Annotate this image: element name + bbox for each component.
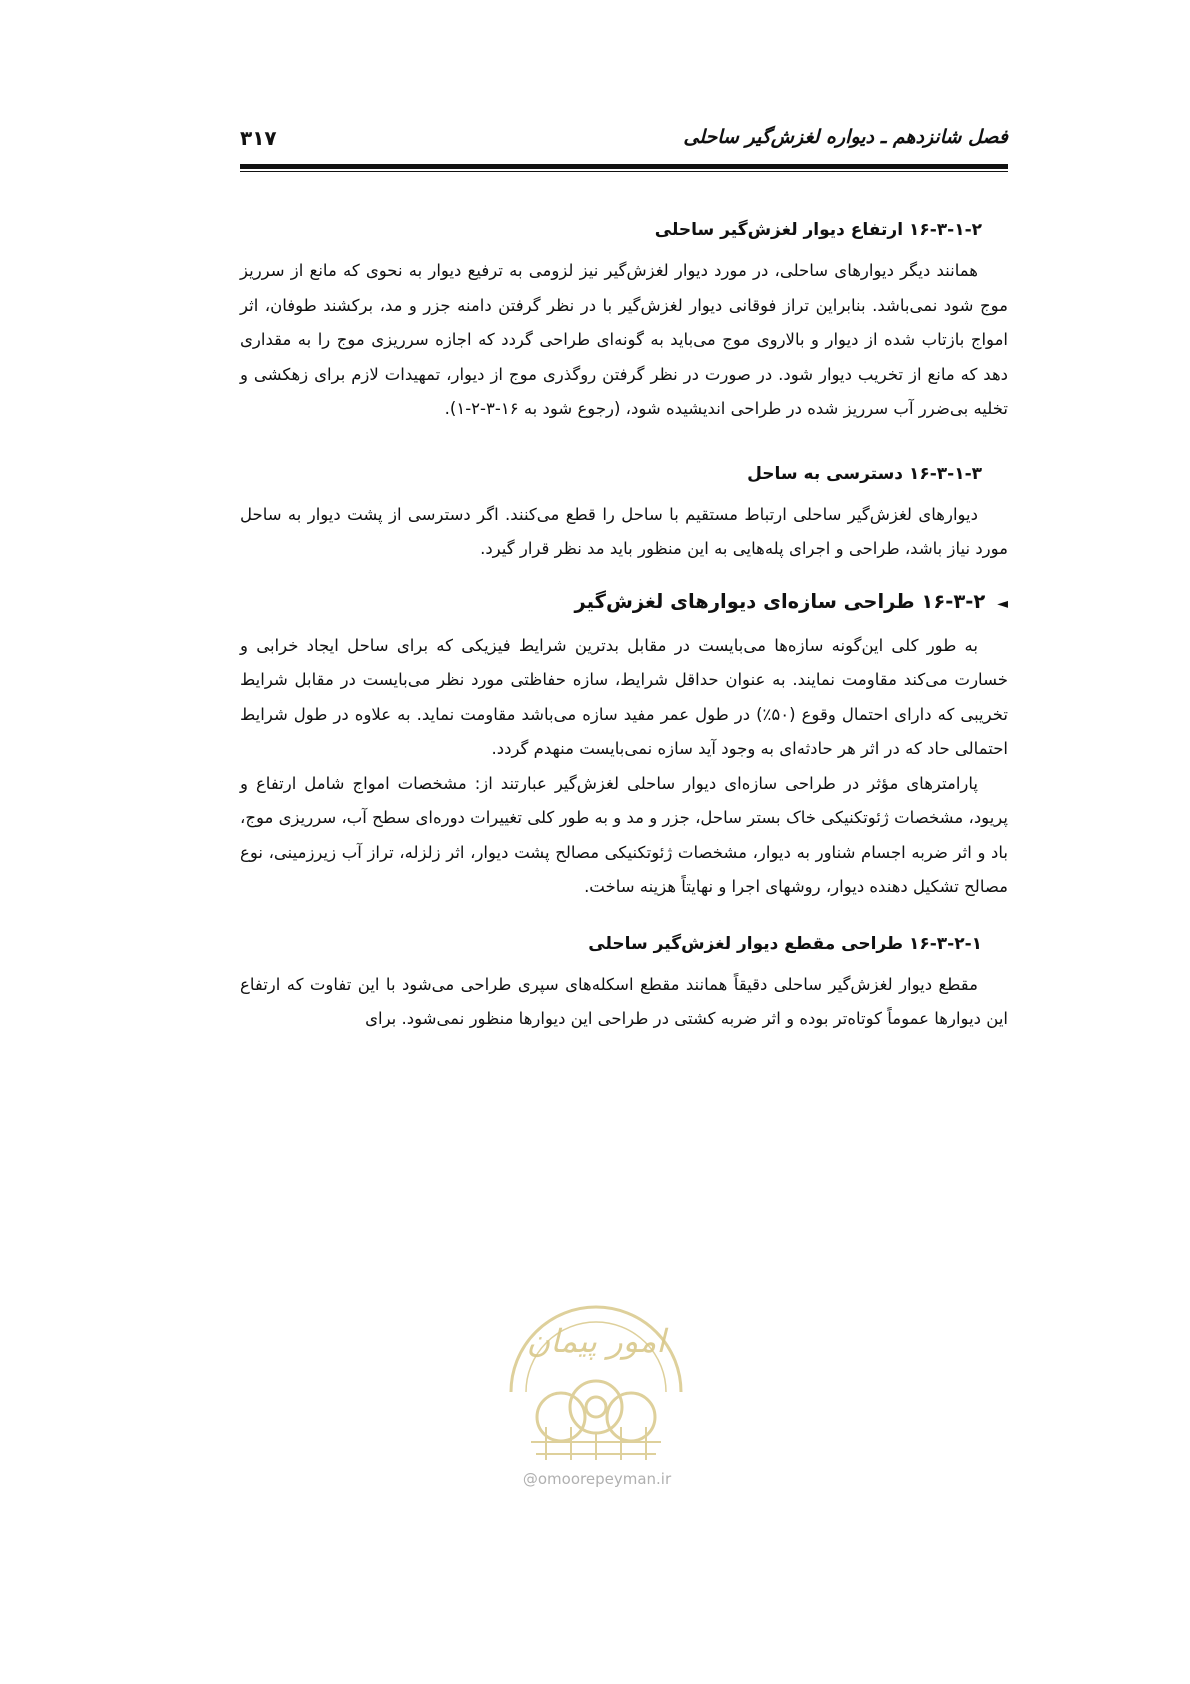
section-heading-text: ۱۶-۳-۲ طراحی سازه‌ای دیوارهای لغزش‌گیر	[574, 589, 986, 613]
running-header	[240, 126, 1008, 158]
bullet-arrow-icon: ◄	[997, 595, 1008, 612]
paragraph: مقطع دیوار لغزش‌گیر ساحلی دقیقاً همانند مقطع اسکله‌های سپری طراحی می‌شود با این تفاوت که ارتفاع این دیوارها عموماً کوتاه‌تر بوده و اثر ضربه کشتی در طراحی این دیوارها منظور نمی‌شود. برای	[240, 974, 1008, 1028]
watermark-logo-text: امور پیمان	[526, 1322, 666, 1360]
section-heading-16-3-2-1: ۱۶-۳-۲-۱ طراحی مقطع دیوار لغزش‌گیر ساحلی	[588, 933, 982, 954]
section-heading-16-3-2	[240, 585, 1008, 621]
watermark-site: @omoorepeyman.ir	[522, 1470, 672, 1488]
paragraph: به طور کلی این‌گونه سازه‌ها می‌بایست در مقابل بدترین شرایط فیزیکی که برای ساحل ایجاد خرابی و خسارت می‌کند مقاومت نمایند. به عنوان حداقل شرایط، سازه حفاظتی مورد نظر می‌بایست در مقابل شرایط تخریبی که دارای احتمال وقوع (۵۰٪) در طول عمر مفید سازه می‌باشد مقاومت نماید. به علاوه در طول شرایط احتمالی حاد که در اثر هر حادثه‌ای به وجود آید سازه نمی‌بایست منهدم گردد.	[240, 635, 1008, 758]
watermark-logo	[491, 1282, 701, 1462]
header-rule-thick	[240, 164, 1008, 169]
chapter-title: فصل شانزدهم ـ دیواره لغزش‌گیر ساحلی	[683, 126, 1008, 148]
page-number: ۳۱۷	[240, 126, 277, 150]
section-heading-16-3-1-3: ۱۶-۳-۱-۳ دسترسی به ساحل	[747, 463, 982, 484]
paragraph: پارامترهای مؤثر در طراحی سازه‌ای دیوار ساحلی لغزش‌گیر عبارتند از: مشخصات امواج شامل ارتفاع و پریود، مشخصات ژئوتکنیکی خاک بستر ساحل، جزر و مد و به طور کلی تغییرات دوره‌ای سطح آب، سرریزی موج، باد و اثر ضربه اجسام شناور به دیوار، مشخصات ژئوتکنیکی مصالح پشت دیوار، اثر زلزله، تراز آب زیرزمینی، نوع مصالح تشکیل دهنده دیوار، روشهای اجرا و نهایتاً هزینه ساخت.	[240, 773, 1008, 896]
body-content	[240, 213, 1008, 1037]
paragraph: دیوارهای لغزش‌گیر ساحلی ارتباط مستقیم با ساحل را قطع می‌کنند. اگر دسترسی از پشت دیوار به ساحل مورد نیاز باشد، طراحی و اجرای پله‌هایی به این منظور باید مد نظر قرار گیرد.	[240, 504, 1008, 558]
section-heading-16-3-1-2: ۱۶-۳-۱-۲ ارتفاع دیوار لغزش‌گیر ساحلی	[654, 220, 982, 240]
header-rule-thin	[240, 171, 1008, 172]
paragraph: همانند دیگر دیوارهای ساحلی، در مورد دیوار لغزش‌گیر نیز لزومی به ترفیع دیوار به نحوی که مانع از سرریز موج شود نمی‌باشد. بنابراین تراز فوقانی دیوار لغزش‌گیر با در نظر گرفتن دامنه جزر و مد، برکشند طوفان، اثر امواج بازتاب شده از دیوار و بالاروی موج می‌باید به گونه‌ای طراحی گردد که اجازه سرریزی موج را به مقداری دهد که مانع از تخریب دیوار شود. در صورت در نظر گرفتن روگذری موج از دیوار، تمهیدات لازم برای زهکشی و تخلیه بی‌ضرر آب سرریز شده در طراحی اندیشیده شود، (رجوع شود به ۱۶-۳-۲-۱).	[240, 261, 1008, 418]
